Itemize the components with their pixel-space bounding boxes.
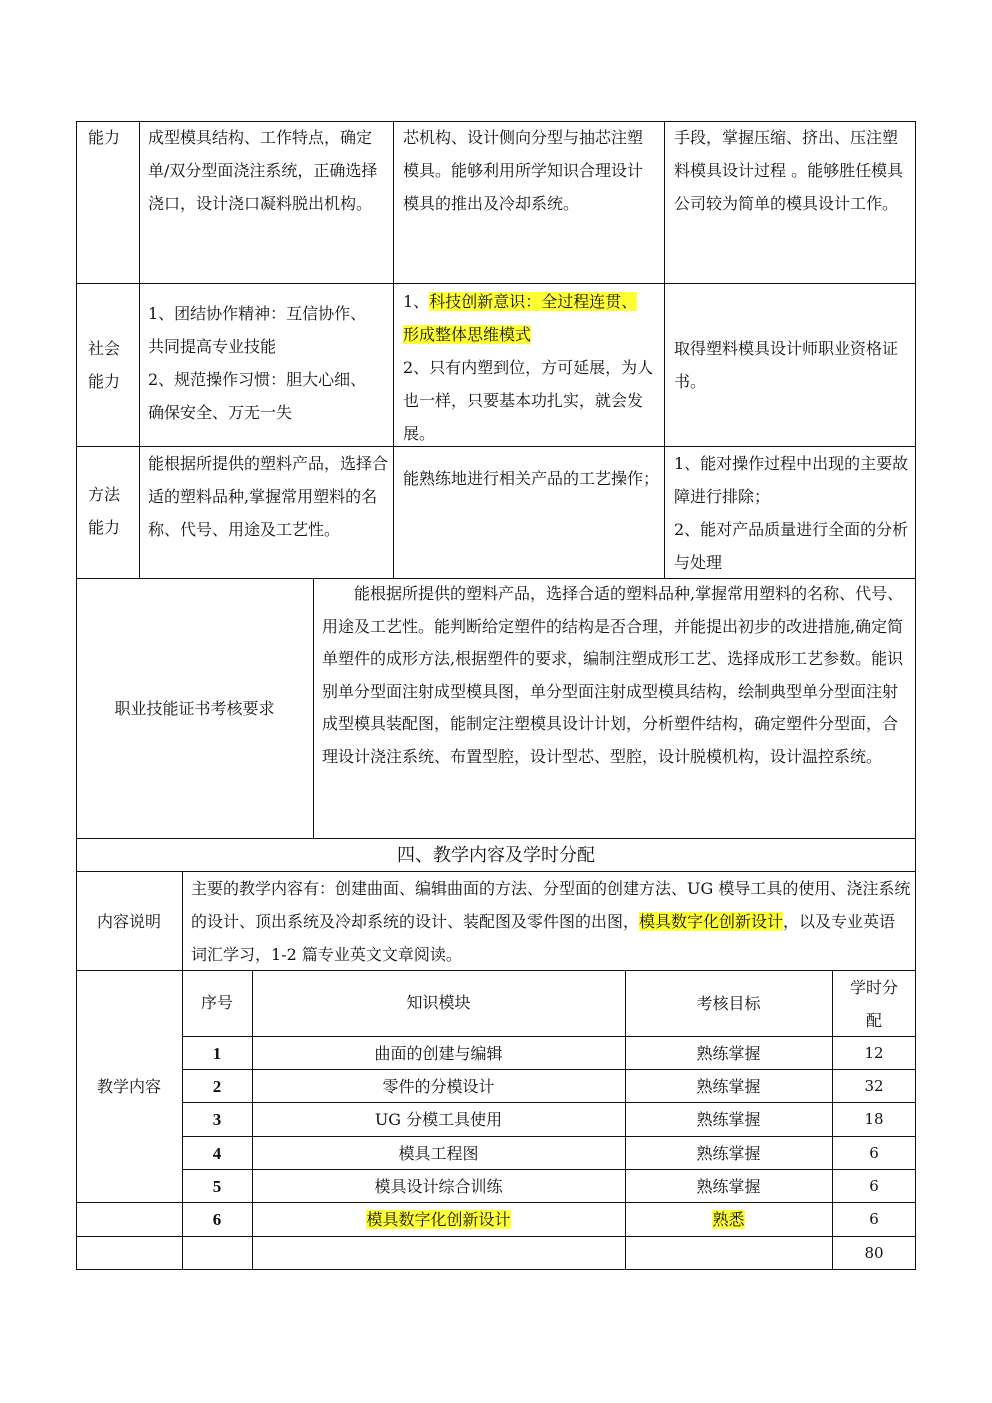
table-row-target: 熟练掌握	[696, 1077, 761, 1096]
table-row-target: 熟练掌握	[696, 1044, 761, 1063]
header-hours-line1: 学时分	[849, 978, 898, 997]
social-col2	[403, 285, 657, 450]
table-row-hours: 32	[864, 1077, 884, 1095]
social-col1-line3: 2、规范操作习惯：胆大心细、	[148, 370, 367, 389]
header-hours	[832, 971, 916, 1037]
content-desc-text: 主要的教学内容有：创建曲面、编辑曲面的方法、分型面的创建方法、UG 模导工具的使用、浇注系统的设计、顶出系统及冷却系统的设计、装配图及零件图的出图，模具数字化创新设计，以及专业英语词汇学习，1-2 篇专业英文文章阅读。	[191, 879, 911, 964]
module-6-highlight: 模具数字化创新设计	[366, 1210, 511, 1229]
header-hours-line2: 配	[865, 1011, 882, 1030]
header-target: 考核目标	[696, 994, 761, 1013]
table-row-no: 5	[212, 1177, 222, 1196]
ability-col1: 成型模具结构、工作特点，确定单/双分型面浇注系统，正确选择浇口，设计浇口凝料脱出机构。	[148, 128, 378, 213]
content-desc-label: 内容说明	[96, 911, 161, 931]
certificate-label: 职业技能证书考核要求	[114, 698, 275, 718]
table-row-module	[252, 1203, 625, 1236]
section-title: 四、教学内容及学时分配	[397, 844, 595, 866]
header-no: 序号	[200, 993, 233, 1012]
method-col2: 能熟练地进行相关产品的工艺操作；	[403, 469, 660, 488]
digital-design-highlight: 模具数字化创新设计	[639, 912, 784, 931]
table-row-no: 6	[212, 1210, 222, 1229]
social-col1	[148, 297, 392, 429]
method-label	[88, 478, 138, 544]
social-col1-line1: 1、团结协作精神：互信协作、	[148, 304, 367, 323]
table-row-hours: 18	[864, 1110, 884, 1128]
method-col3-line1: 1、能对操作过程中出现的主要故障进行排除；	[674, 454, 909, 506]
total-hours: 80	[864, 1244, 884, 1262]
header-module: 知识模块	[406, 993, 471, 1012]
table-row-no: 3	[212, 1110, 222, 1129]
social-col2-rest: 2、只有内塑到位，方可延展，为人也一样，只要基本功扎实，就会发展。	[403, 358, 654, 443]
table-row-hours: 6	[869, 1177, 879, 1195]
ability-col3: 手段，掌握压缩、挤出、压注塑料模具设计过程 。能够胜任模具公司较为简单的模具设计工作。	[674, 128, 904, 213]
social-col1-line4: 确保安全、万无一失	[148, 403, 293, 422]
method-label-line1: 方法	[88, 485, 121, 504]
table-row-target: 熟练掌握	[696, 1110, 761, 1129]
table-row-module: 模具工程图	[398, 1144, 479, 1163]
ability-col2: 芯机构、设计侧向分型与抽芯注塑模具。能够利用所学知识合理设计模具的推出及冷却系统。	[403, 128, 644, 213]
social-col2-line2	[403, 318, 657, 351]
method-col3	[674, 447, 910, 579]
ability-label: 能力	[88, 128, 121, 147]
innovation-highlight-1: 科技创新意识：全过程连贯、	[429, 292, 638, 311]
social-label-line1: 社会	[88, 339, 121, 358]
table-row-no: 1	[212, 1044, 222, 1063]
innovation-highlight-2: 形成整体思维模式	[403, 325, 532, 344]
table-row-hours: 12	[864, 1044, 884, 1062]
table-row-no: 4	[212, 1144, 222, 1163]
method-col1: 能根据所提供的塑料产品，选择合适的塑料品种,掌握常用塑料的名称、代号、用途及工艺性。	[148, 454, 389, 539]
table-row-module: 模具设计综合训练	[374, 1177, 503, 1196]
table-row-target: 熟练掌握	[696, 1144, 761, 1163]
table-row-module: 零件的分模设计	[382, 1077, 495, 1096]
social-col1-line2: 共同提高专业技能	[148, 337, 277, 356]
table-row-hours: 6	[869, 1210, 879, 1228]
social-label-line2: 能力	[88, 372, 121, 391]
social-label	[88, 332, 138, 398]
teaching-label: 教学内容	[96, 1077, 161, 1096]
table-row-module: UG 分模工具使用	[374, 1110, 503, 1129]
table-row-hours: 6	[869, 1144, 879, 1162]
table-row-target	[625, 1203, 832, 1236]
table-row-no: 2	[212, 1077, 222, 1096]
certificate-text: 能根据所提供的塑料产品，选择合适的塑料品种,掌握常用塑料的名称、代号、用途及工艺性。能判断给定塑件的结构是否合理，并能提出初步的改进措施,确定简单塑件的成形方法,根据塑件的要求，编制注塑成形工艺、选择成形工艺参数。能识别单分型面注射成型模具图，单分型面注射成型模具结构，绘制典型单分型面注射成型模具装配图，能制定注塑模具设计计划，分析塑件结构，确定塑件分型面，合理设计浇注系统、布置型腔，设计型芯、型腔，设计脱模机构，设计温控系统。	[322, 584, 904, 766]
social-col3: 取得塑料模具设计师职业资格证书。	[674, 339, 899, 391]
table-row-target: 熟练掌握	[696, 1177, 761, 1196]
social-col2-line1: 1、科技创新意识：全过程连贯、	[403, 292, 638, 311]
method-label-line2: 能力	[88, 518, 121, 537]
table-row-module: 曲面的创建与编辑	[374, 1044, 503, 1063]
method-col3-line2: 2、能对产品质量进行全面的分析与处理	[674, 520, 909, 572]
target-6-highlight: 熟悉	[712, 1210, 745, 1229]
